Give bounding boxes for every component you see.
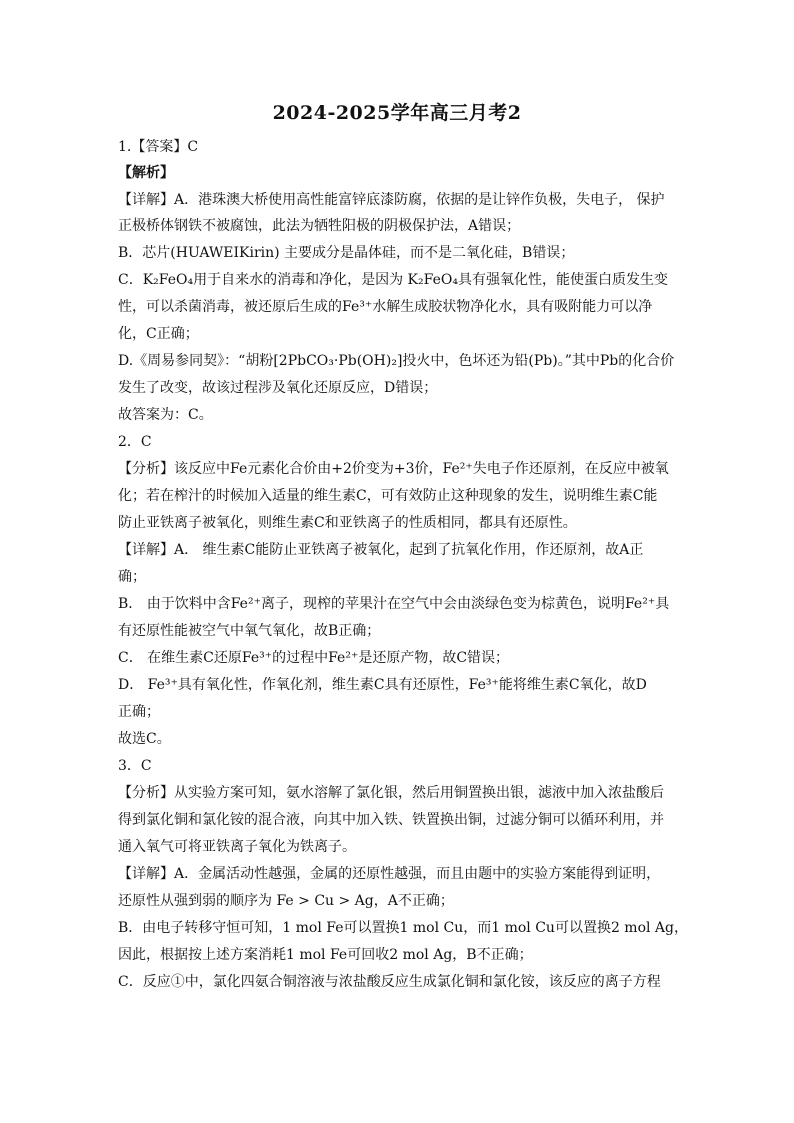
text-line: 有还原性能被空气中氧气氧化，故B正确； [118, 623, 381, 639]
page-title: 2024-2025学年高三月考2 [272, 102, 522, 124]
text-line: 得到氯化铜和氯化铵的混合液，向其中加入铁、铁置换出铜，过滤分铜可以循环利用，并 [118, 812, 664, 828]
answer-1-label: 1.【答案】C [118, 139, 199, 155]
text-line: B．芯片(HUAWEIKirin) 主要成分是晶体硅，而不是二氧化硅，B错误； [118, 245, 575, 261]
text-line: B． 由于饮料中含Fe²⁺离子，现榨的苹果汁在空气中会由淡绿色变为棕黄色，说明Fe²⁺具 [118, 596, 670, 612]
text-line: 正极桥体钢铁不被腐蚀，此法为牺牲阳极的阴极保护法，A错误； [118, 218, 521, 234]
text-line: 正确； [118, 704, 160, 720]
text-line: 化，C正确； [118, 326, 199, 342]
text-line: 通入氧气可将亚铁离子氧化为铁离子。 [118, 839, 356, 855]
text-line: C．反应①中，氯化四氨合铜溶液与浓盐酸反应生成氯化铜和氯化铵，该反应的离子方程 [118, 974, 661, 990]
answer-3-label: 3．C [118, 758, 152, 774]
text-line: D． Fe³⁺具有氧化性，作氧化剂，维生素C具有还原性，Fe³⁺能将维生素C氧化，故D [118, 677, 647, 693]
text-line: C．K₂FeO₄用于自来水的消毒和净化，是因为 K₂FeO₄具有强氧化性，能使蛋白质发生变 [118, 272, 668, 288]
text-line: C． 在维生素C还原Fe³⁺的过程中Fe²⁺是还原产物，故C错误； [118, 650, 510, 666]
text-line: 【详解】A． 维生素C能防止亚铁离子被氧化，起到了抗氧化作用，作还原剂，故A正 [118, 542, 644, 558]
text-line: 【分析】该反应中Fe元素化合价由+2价变为+3价，Fe²⁺失电子作还原剂，在反应中被氧 [118, 461, 669, 477]
text-line: 【详解】A．金属活动性越强，金属的还原性越强，而且由题中的实验方案能得到证明， [118, 866, 661, 882]
text-line: 故选C。 [118, 731, 171, 747]
text-line: 【详解】A．港珠澳大桥使用高性能富锌底漆防腐，依据的是让锌作负极，失电子， 保护 [118, 192, 665, 208]
text-line: 故答案为：C。 [118, 407, 213, 423]
answer-2-label: 2．C [118, 434, 152, 450]
text-line: 性，可以杀菌消毒，被还原后生成的Fe³⁺水解生成胶状物净化水，具有吸附能力可以净 [118, 299, 653, 315]
text-line: D.《周易参同契》：“胡粉[2PbCO₃·Pb(OH)₂]投火中，色坏还为铅(Pb)。”其中Pb的化合价 [118, 353, 675, 369]
text-line: 因此，根据按上述方案消耗1 mol Fe可回收2 mol Ag，B不正确； [118, 947, 533, 963]
text-line: B．由电子转移守恒可知，1 mol Fe可以置换1 mol Cu，而1 mol Cu可以置换2 mol Ag， [118, 920, 689, 936]
text-line: 发生了改变，故该过程涉及氧化还原反应，D错误； [118, 380, 438, 396]
text-line: 确； [118, 569, 146, 585]
text-line: 化；若在榨汁的时候加入适量的维生素C，可有效防止这种现象的发生，说明维生素C能 [118, 488, 658, 504]
analysis-heading: 【解析】 [118, 165, 174, 181]
text-line: 防止亚铁离子被氧化，则维生素C和亚铁离子的性质相同，都具有还原性。 [118, 515, 577, 531]
text-line: 【分析】从实验方案可知，氨水溶解了氯化银，然后用铜置换出银，滤液中加入浓盐酸后 [118, 785, 664, 801]
text-line: 还原性从强到弱的顺序为 Fe > Cu > Ag，A不正确； [118, 893, 454, 909]
